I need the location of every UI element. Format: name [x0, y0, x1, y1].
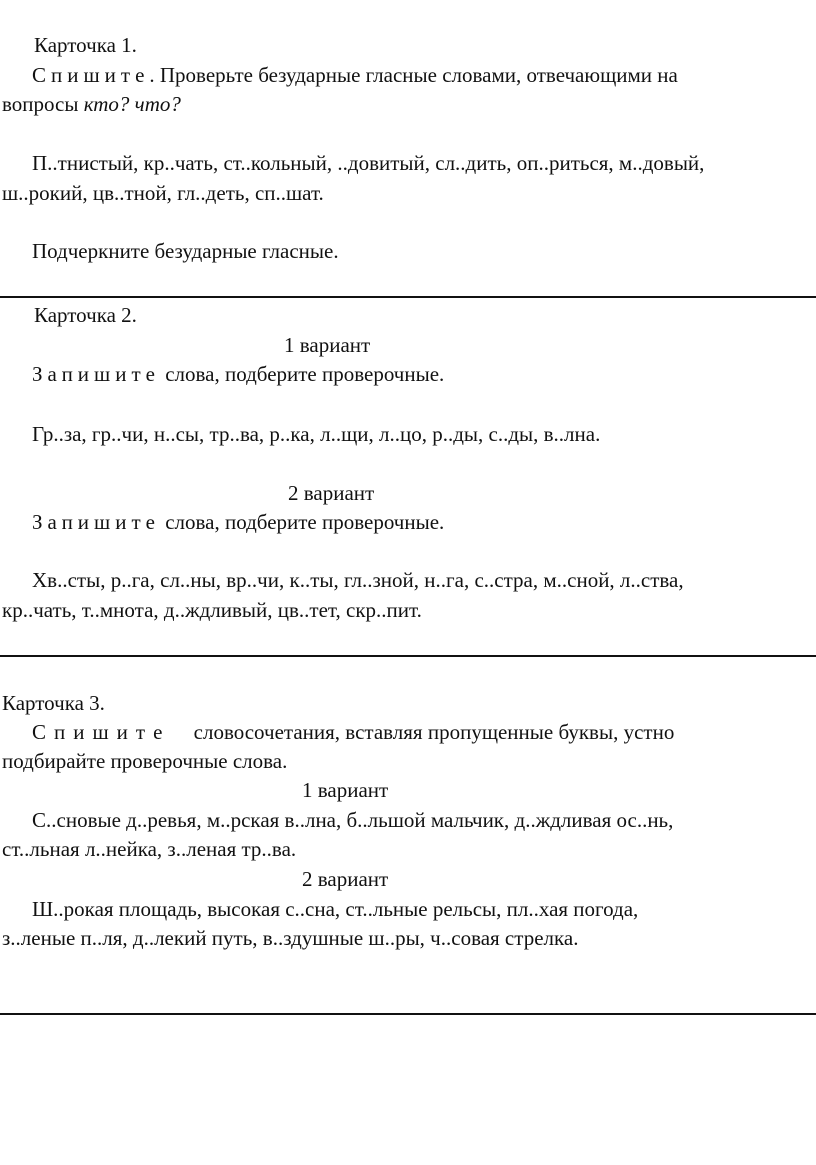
card-2-variant-1-task-rest: слова, подберите проверочные.	[159, 362, 445, 386]
card-3-variant-2-line-2: з..леные п..ля, д..лекий путь, в..здушные ш..ры, ч..совая стрелка.	[2, 926, 579, 950]
card-3-task-line-2: подбирайте проверочные слова.	[2, 749, 288, 773]
card-1-underline-task: Подчеркните безударные гласные.	[32, 239, 339, 263]
card-3-variant-1-label: 1 вариант	[302, 778, 389, 802]
card-2-variant-1-task	[32, 359, 444, 389]
card-2-variant-1-words: Гр..за, гр..чи, н..сы, тр..ва, р..ка, л..щи, л..цо, р..ды, с..ды, в..лна.	[32, 422, 601, 446]
card-2-variant-2-task-rest: слова, подберите проверочные.	[159, 510, 445, 534]
card-1-title: Карточка 1.	[34, 33, 137, 57]
card-2-title: Карточка 2.	[34, 303, 137, 327]
card-1-task-rest: . Проверьте безударные гласные словами, отвечающими на	[149, 63, 678, 87]
card-3-task-rest: словосочетания, вставляя пропущенные буквы, устно	[193, 720, 675, 744]
card-3-variant-1-line-1: С..сновые д..ревья, м..рская в..лна, б..льшой мальчик, д..ждливая ос..нь,	[32, 808, 674, 832]
card-2-variant-2-words-line-2: кр..чать, т..мнота, д..ждливый, цв..тет, скр..пит.	[2, 598, 422, 622]
card-3-variant-1-line-2: ст..льная л..нейка, з..леная тр..ва.	[2, 837, 297, 861]
card-1-words-line-2: ш..рокий, цв..тной, гл..деть, сп..шат.	[2, 181, 324, 205]
card-1-task-word: Спишите	[32, 63, 150, 87]
divider-1	[0, 296, 816, 298]
card-2-variant-1-task-word: Запишите	[32, 362, 160, 386]
card-1-task-line-1	[32, 60, 816, 90]
card-2-variant-1-label: 1 вариант	[284, 333, 371, 357]
card-2-variant-2-words-line-1: Хв..сты, р..га, сл..ны, вр..чи, к..ты, гл..зной, н..га, с..стра, м..сной, л..ства,	[32, 568, 684, 592]
card-1-task-questions: кто? что?	[83, 92, 181, 116]
card-3-task-line-1	[32, 717, 674, 747]
card-1-task-line2-prefix: вопросы	[2, 92, 84, 116]
divider-2	[0, 655, 816, 657]
card-1-task-line-2	[2, 89, 181, 119]
card-3-variant-2-line-1: Ш..рокая площадь, высокая с..сна, ст..льные рельсы, пл..хая погода,	[32, 897, 639, 921]
card-1-words-line-1: П..тнистый, кр..чать, ст..кольный, ..довитый, сл..дить, оп..риться, м..довый,	[32, 151, 705, 175]
card-2-variant-2-task	[32, 507, 444, 537]
card-3-variant-2-label: 2 вариант	[302, 867, 389, 891]
card-2-variant-2-task-word: Запишите	[32, 510, 160, 534]
card-3-task-word: Спишите	[32, 720, 171, 744]
card-2-variant-2-label: 2 вариант	[288, 481, 375, 505]
divider-3	[0, 1013, 816, 1015]
card-3-title: Карточка 3.	[2, 691, 105, 715]
